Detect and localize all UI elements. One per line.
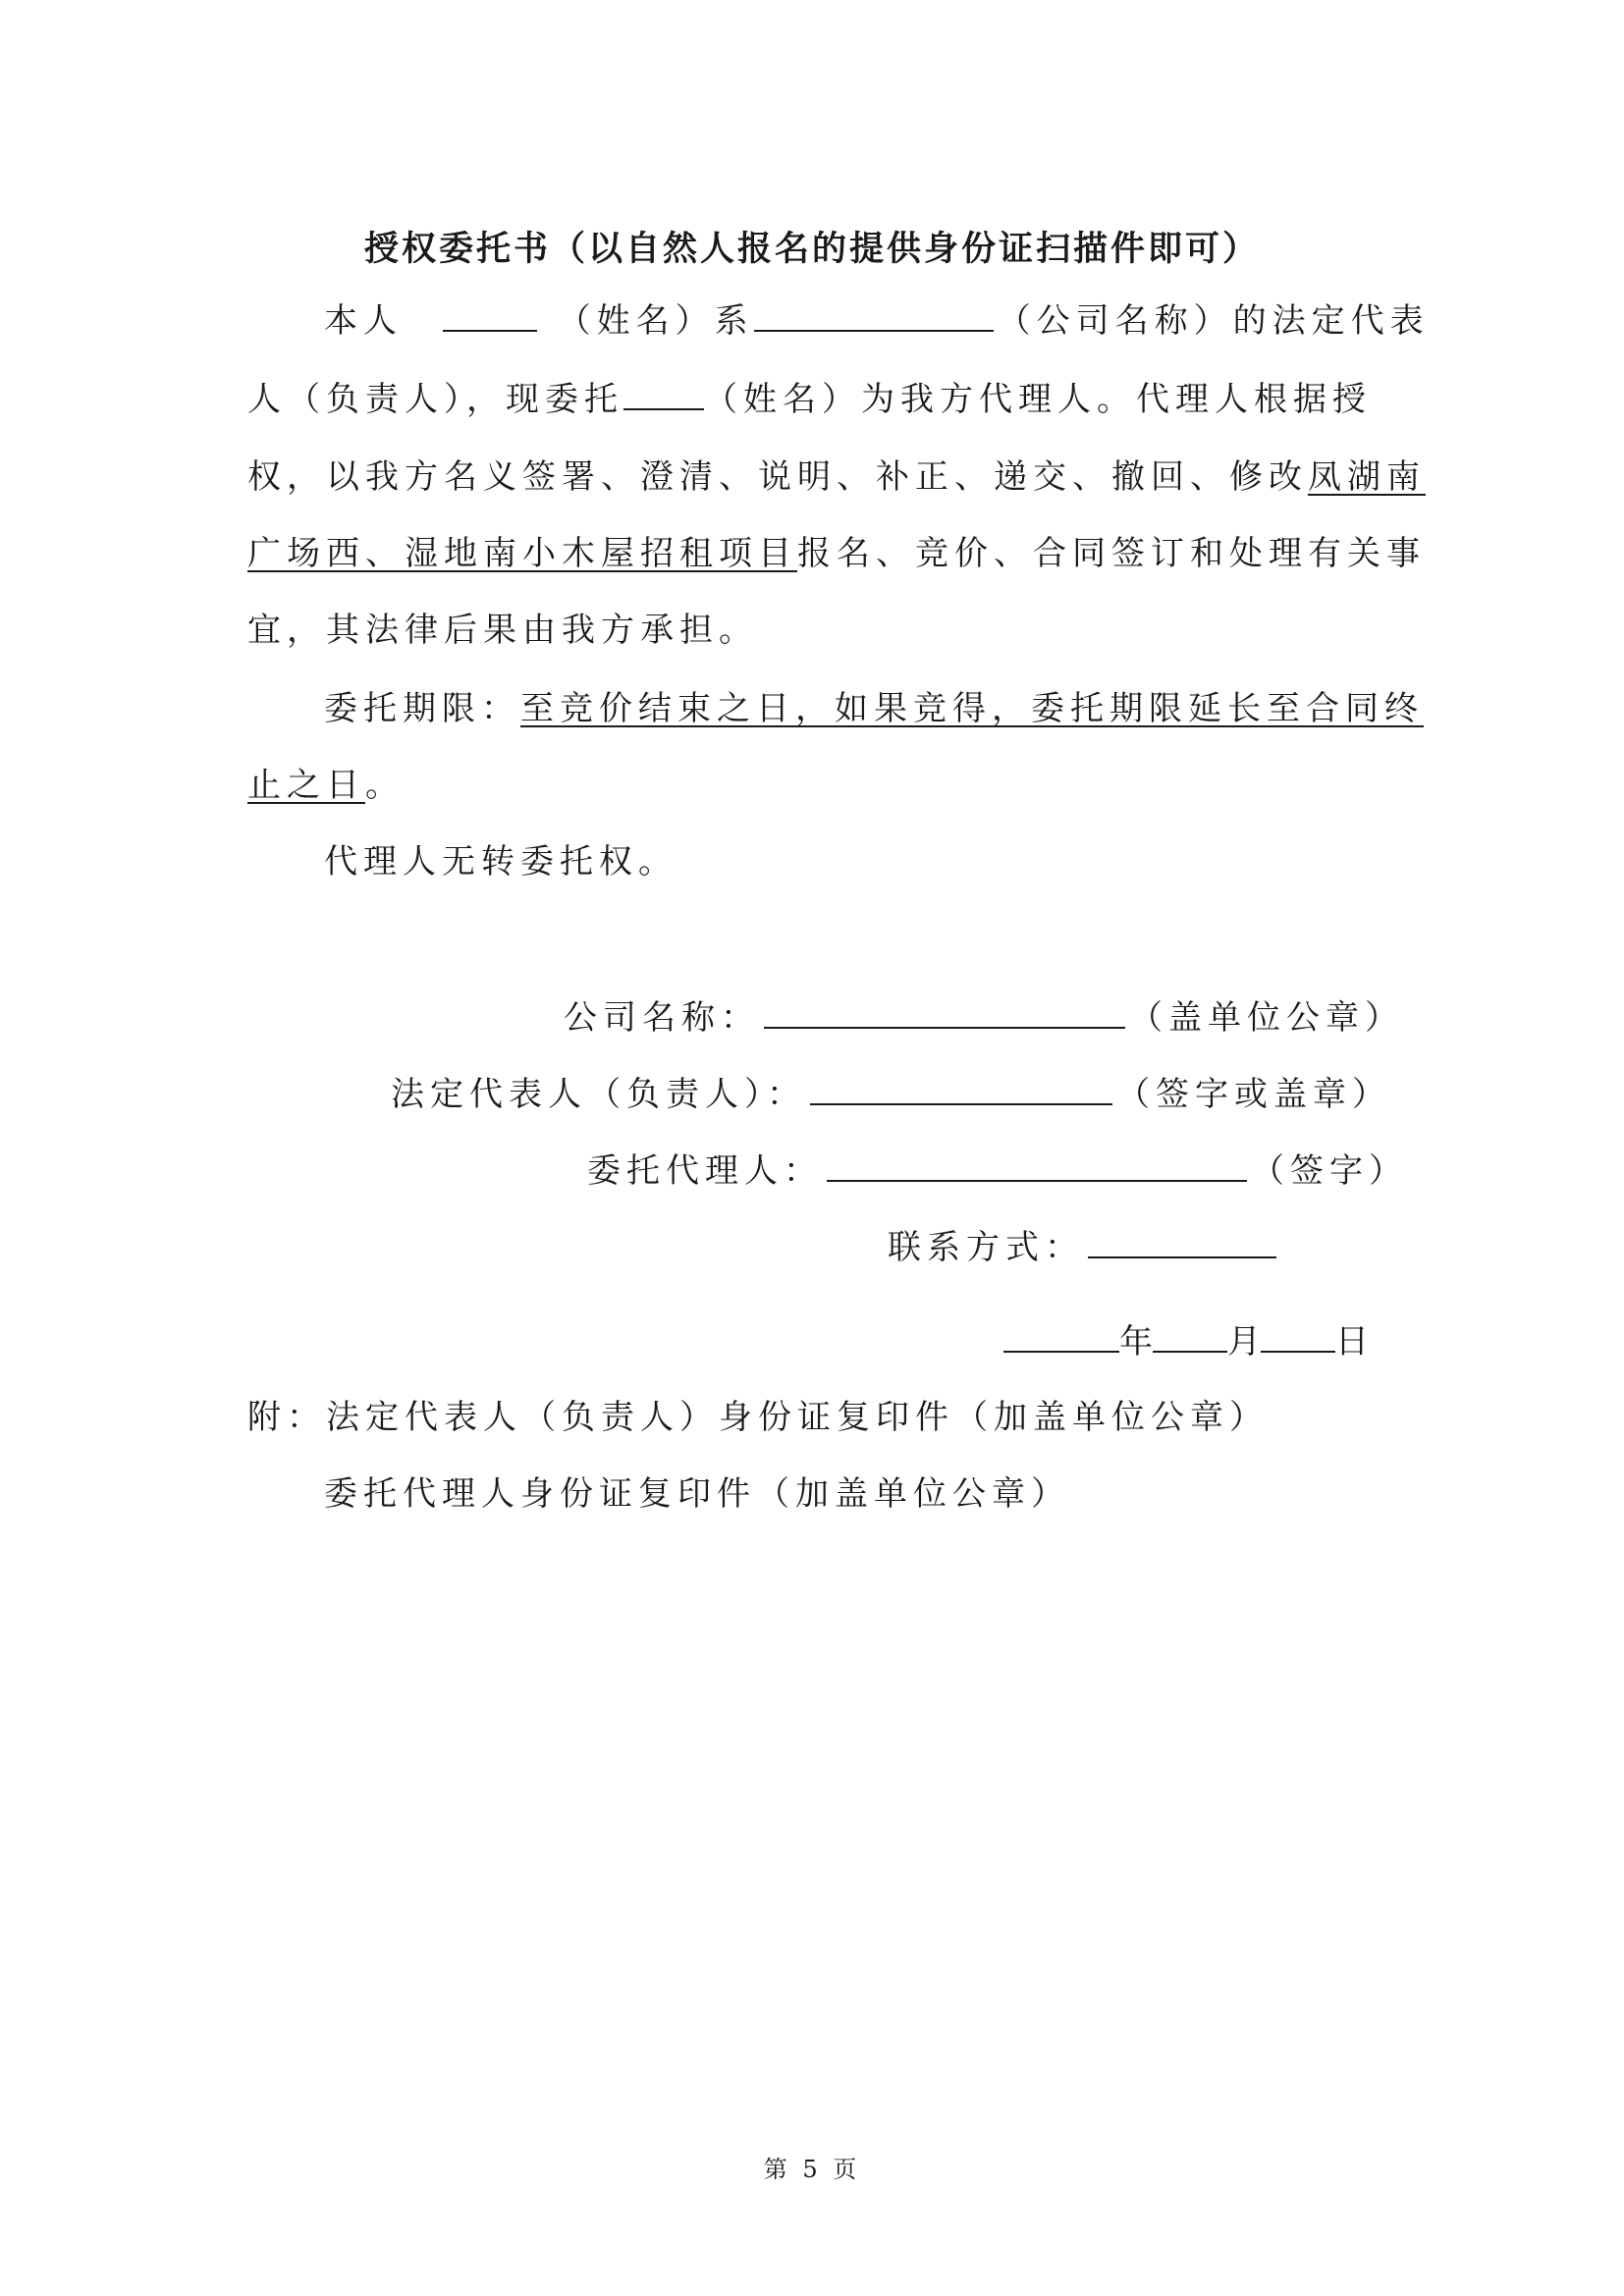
date-row: 年 月 日 <box>1003 1321 1369 1362</box>
project-name-part-2: 广场西、湿地南小木屋招租项目 <box>247 534 797 573</box>
paragraph-line-5: 宜，其法律后果由我方承担。 <box>247 611 758 650</box>
term-label: 委托期限： <box>324 689 520 728</box>
paragraph-line-2: 人（负责人），现委托 （姓名）为我方代理人。代理人根据授 <box>247 380 1372 419</box>
company-seal-blank[interactable] <box>764 997 1125 1029</box>
attachment-line-1: 附：法定代表人（负责人）身份证复印件（加盖单位公章） <box>247 1398 1269 1437</box>
paragraph-line-3: 权，以我方名义签署、澄清、说明、补正、递交、撤回、修改凤湖南 <box>247 457 1426 497</box>
agent-name-blank[interactable] <box>623 379 704 410</box>
term-value: 至竞价结束之日，如果竞得，委托期限延长至合同终 <box>520 689 1424 728</box>
company-name-blank[interactable] <box>754 300 994 332</box>
day-blank[interactable] <box>1261 1321 1335 1353</box>
year-blank[interactable] <box>1003 1321 1119 1353</box>
signature-agent-row: 委托代理人： （签字） <box>587 1151 1408 1191</box>
signature-company-row: 公司名称： （盖单位公章） <box>564 998 1404 1038</box>
signature-legal-rep-row: 法定代表人（负责人）： （签字或盖章） <box>391 1075 1391 1114</box>
paragraph-line-1: 本人 （姓名）系 （公司名称）的法定代表 <box>324 301 1430 341</box>
contact-blank[interactable] <box>1088 1227 1276 1258</box>
no-transfer-statement: 代理人无转委托权。 <box>324 842 677 881</box>
attachment-line-2: 委托代理人身份证复印件（加盖单位公章） <box>324 1474 1070 1514</box>
page-number: 第 5 页 <box>763 2156 861 2183</box>
term-line-1 <box>324 689 1424 728</box>
contact-row: 联系方式： <box>888 1227 1280 1267</box>
agent-signature-blank[interactable] <box>827 1150 1247 1182</box>
project-name-part-1: 凤湖南 <box>1308 457 1426 497</box>
document-title: 授权委托书（以自然人报名的提供身份证扫描件即可） <box>363 230 1260 269</box>
legal-rep-signature-blank[interactable] <box>810 1074 1112 1105</box>
month-blank[interactable] <box>1153 1321 1227 1353</box>
paragraph-line-4: 广场西、湿地南小木屋招租项目报名、竞价、合同签订和处理有关事 <box>247 534 1426 573</box>
name-blank[interactable] <box>443 300 537 332</box>
term-line-2: 止之日。 <box>247 766 405 805</box>
